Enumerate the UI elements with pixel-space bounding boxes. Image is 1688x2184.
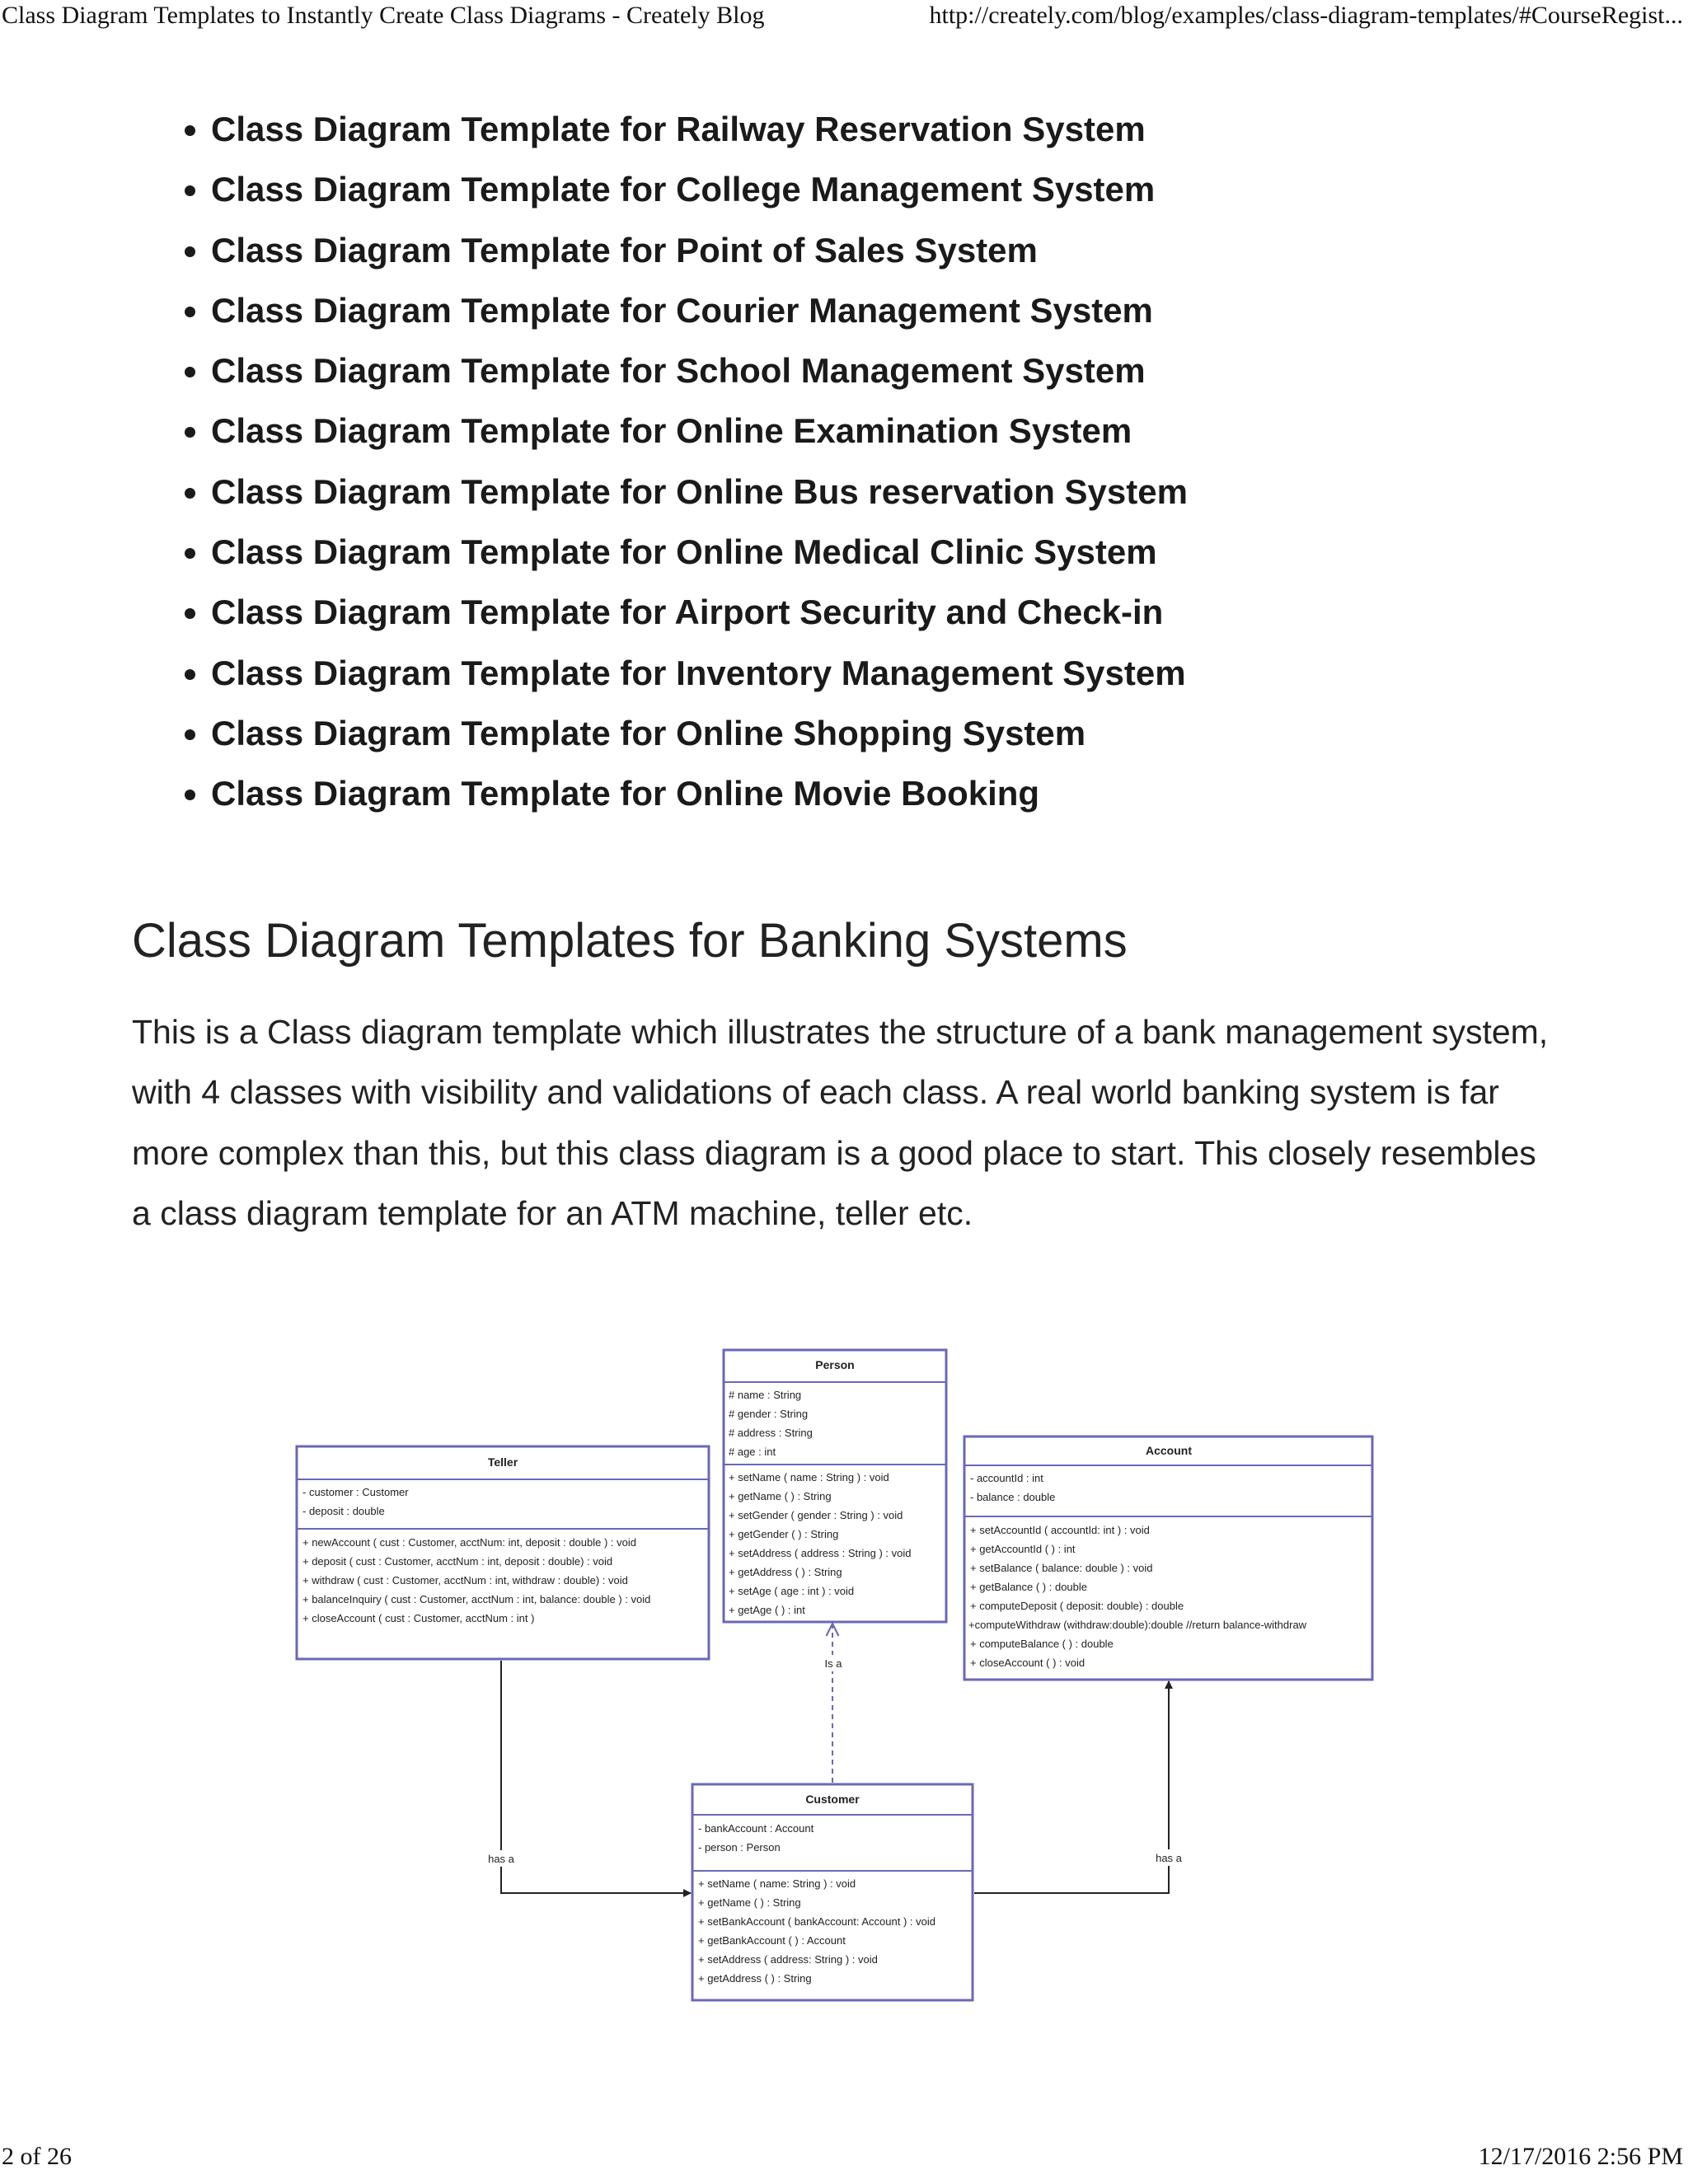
class-method: + closeAccount ( ) : void bbox=[970, 1657, 1085, 1669]
template-link[interactable]: • Class Diagram Template for College Management System bbox=[211, 162, 1447, 223]
class-method: + deposit ( cust : Customer, acctNum : int, deposit : double) : void bbox=[302, 1555, 613, 1568]
template-link[interactable]: • Class Diagram Template for School Management System bbox=[211, 344, 1447, 404]
teller-has-a-connector bbox=[501, 1661, 691, 1893]
class-method: + setAddress ( address: String ) : void bbox=[698, 1953, 878, 1966]
class-method: + getGender ( ) : String bbox=[729, 1528, 839, 1540]
page-number: 2 of 26 bbox=[2, 2143, 72, 2170]
template-link[interactable]: • Class Diagram Template for Courier Management System bbox=[211, 284, 1447, 344]
class-person-name: Person bbox=[815, 1358, 855, 1371]
class-method: + setAge ( age : int ) : void bbox=[729, 1585, 855, 1597]
class-person bbox=[724, 1350, 946, 1622]
template-link[interactable]: • Class Diagram Template for Point of Sales System bbox=[211, 223, 1447, 284]
teller-has-a-label: has a bbox=[488, 1853, 514, 1865]
class-method: + withdraw ( cust : Customer, acctNum : int, withdraw : double) : void bbox=[302, 1574, 628, 1586]
section-heading: Class Diagram Templates for Banking Systems bbox=[132, 914, 1128, 968]
class-method: + getName ( ) : String bbox=[729, 1490, 832, 1502]
class-method: + setName ( name: String ) : void bbox=[698, 1877, 856, 1890]
class-method: +computeWithdraw (withdraw:double):double //return balance-withdraw bbox=[968, 1619, 1307, 1631]
print-header-url[interactable]: http://creately.com/blog/examples/class-diagram-templates/#CourseRegist... bbox=[929, 2, 1683, 29]
template-link[interactable]: • Class Diagram Template for Online Examination System bbox=[211, 404, 1447, 464]
class-method: + setName ( name : String ) : void bbox=[729, 1471, 889, 1483]
class-attribute: - accountId : int bbox=[970, 1472, 1043, 1484]
class-method: + setGender ( gender : String ) : void bbox=[729, 1509, 903, 1521]
class-method: + setAddress ( address : String ) : void bbox=[729, 1547, 912, 1559]
class-method: + getAddress ( ) : String bbox=[698, 1972, 812, 1985]
class-attribute: - deposit : double bbox=[302, 1505, 385, 1517]
section-paragraph: This is a Class diagram template which illustrates the structure of a bank management system, with 4 classes with visibility and validations of each class. A real world banking system is far more complex than this, but this class diagram is a good place to start. This closely resembles a class diagram template for an ATM machine, teller etc. bbox=[132, 1013, 1549, 1232]
class-method: + closeAccount ( cust : Customer, acctNum : int ) bbox=[302, 1612, 535, 1624]
template-link[interactable]: • Class Diagram Template for Online Bus reservation System bbox=[211, 465, 1447, 525]
class-method: + computeBalance ( ) : double bbox=[970, 1638, 1114, 1650]
customer-has-a-label: has a bbox=[1156, 1852, 1182, 1864]
class-attribute: - person : Person bbox=[698, 1841, 781, 1854]
class-attribute: - balance : double bbox=[970, 1491, 1056, 1503]
class-method: + getAge ( ) : int bbox=[729, 1604, 805, 1616]
class-account bbox=[964, 1436, 1372, 1680]
template-link[interactable]: • Class Diagram Template for Inventory Management System bbox=[211, 646, 1447, 706]
class-attribute: # name : String bbox=[729, 1389, 802, 1401]
template-link[interactable]: • Class Diagram Template for Railway Reservation System bbox=[211, 102, 1447, 162]
class-method: + getAddress ( ) : String bbox=[729, 1566, 842, 1578]
print-footer bbox=[0, 2143, 1688, 2179]
class-attribute: # age : int bbox=[729, 1446, 776, 1458]
class-teller bbox=[297, 1446, 709, 1659]
customer-has-a-connector bbox=[974, 1681, 1169, 1893]
class-attribute: # address : String bbox=[729, 1427, 813, 1439]
class-method: + setBankAccount ( bankAccount: Account ) : void bbox=[698, 1915, 935, 1928]
template-link[interactable]: • Class Diagram Template for Online Medical Clinic System bbox=[211, 525, 1447, 585]
class-attribute: - customer : Customer bbox=[302, 1486, 409, 1498]
print-header-title: Class Diagram Templates to Instantly Create Class Diagrams - Creately Blog bbox=[2, 2, 765, 29]
class-method: + computeDeposit ( deposit: double) : double bbox=[970, 1600, 1184, 1612]
class-customer-name: Customer bbox=[805, 1793, 860, 1806]
class-attribute: - bankAccount : Account bbox=[698, 1822, 814, 1835]
class-account-name: Account bbox=[1146, 1444, 1192, 1457]
class-method: + getName ( ) : String bbox=[698, 1896, 801, 1909]
template-link[interactable]: • Class Diagram Template for Online Shopping System bbox=[211, 706, 1447, 766]
class-method: + balanceInquiry ( cust : Customer, acctNum : int, balance: double ) : void bbox=[302, 1593, 651, 1605]
class-method: + getAccountId ( ) : int bbox=[970, 1543, 1076, 1555]
template-link[interactable]: • Class Diagram Template for Airport Security and Check-in bbox=[211, 585, 1447, 645]
class-teller-name: Teller bbox=[487, 1455, 518, 1469]
class-method: + getBankAccount ( ) : Account bbox=[698, 1934, 846, 1947]
class-method: + getBalance ( ) : double bbox=[970, 1581, 1088, 1593]
class-method: + setBalance ( balance: double ) : void bbox=[970, 1562, 1153, 1574]
class-attribute: # gender : String bbox=[729, 1408, 809, 1420]
print-datetime: 12/17/2016 2:56 PM bbox=[1478, 2143, 1683, 2170]
class-method: + newAccount ( cust : Customer, acctNum: int, deposit : double ) : void bbox=[302, 1536, 636, 1549]
class-customer bbox=[692, 1784, 973, 2000]
template-link[interactable]: • Class Diagram Template for Online Movie Booking bbox=[211, 766, 1447, 827]
is-a-label: Is a bbox=[824, 1657, 842, 1670]
class-method: + setAccountId ( accountId: int ) : void bbox=[970, 1524, 1150, 1536]
